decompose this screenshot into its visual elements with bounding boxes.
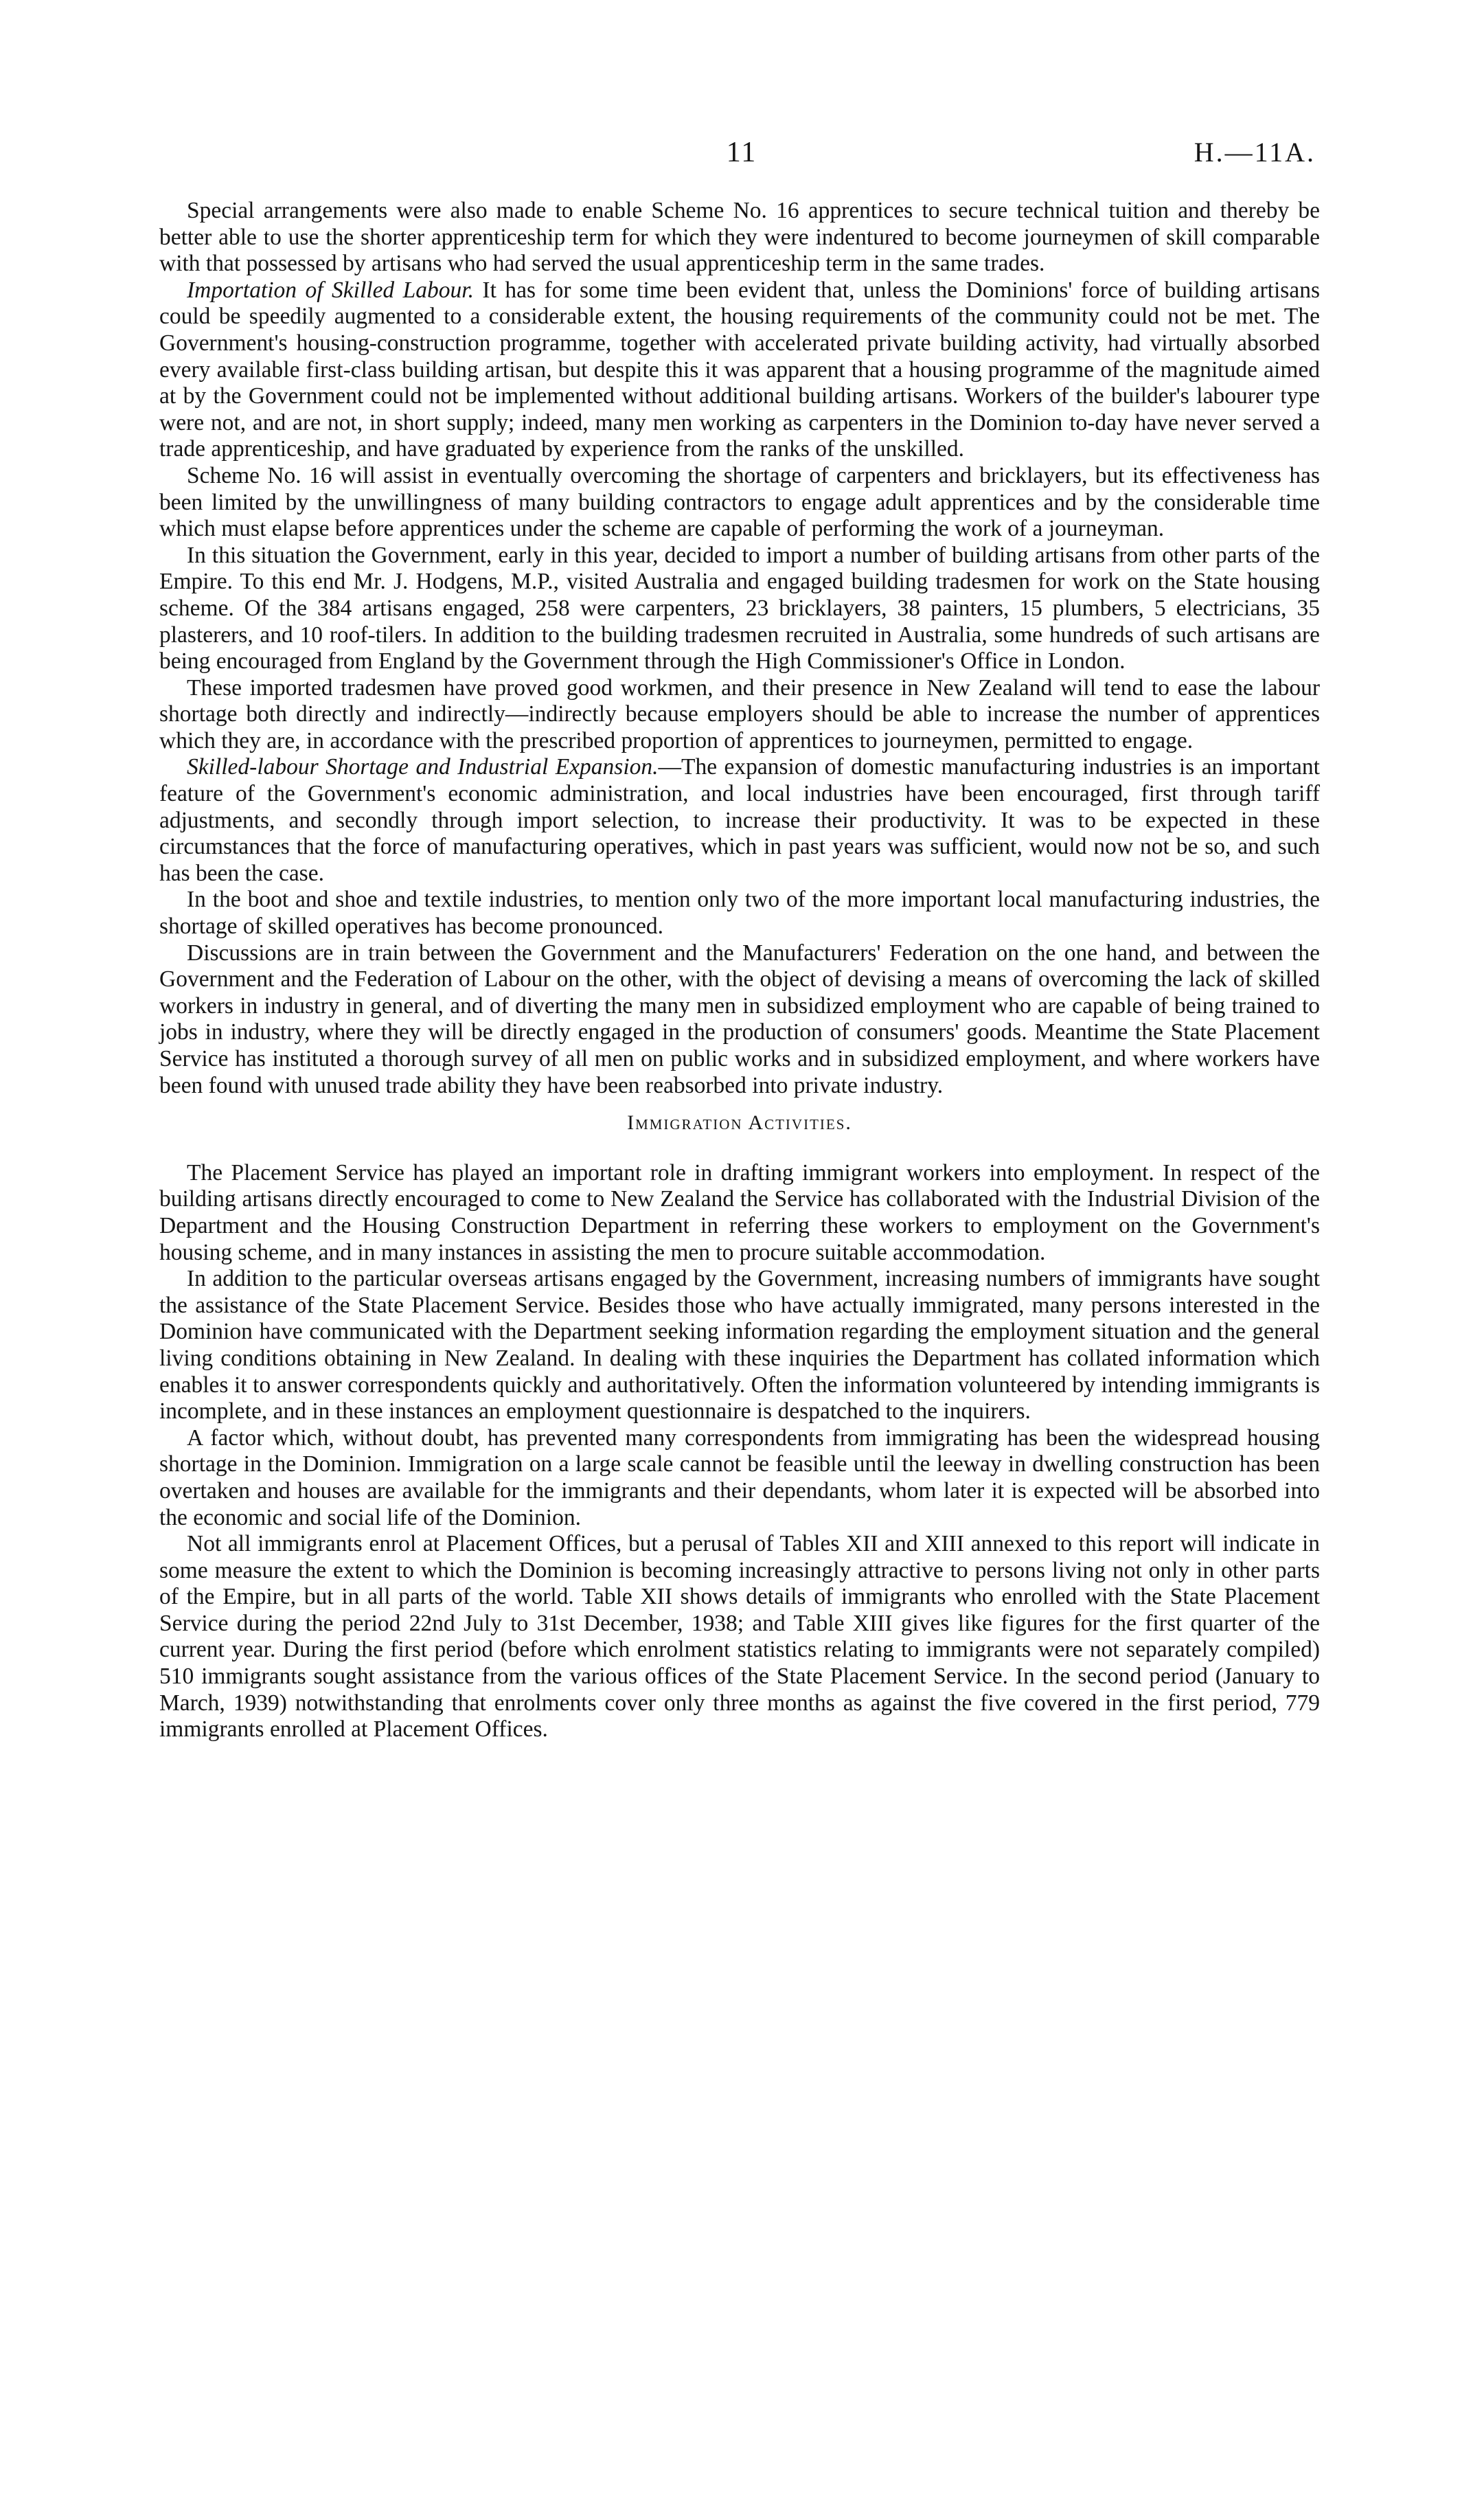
document-reference: H.—11A.	[1194, 137, 1316, 168]
paragraph-scheme-16: Scheme No. 16 will assist in eventually overcoming the shortage of carpenters and bricklayers, but its effectiveness has been limited by the unwillingness of many building contractors to engage adult apprentices and by the considerable time which must elapse before apprentices under the scheme are capable of performing the work of a journeyman.	[159, 462, 1320, 542]
paragraph-import-artisans: In this situation the Government, early in this year, decided to import a number of building artisans from other parts of the Empire. To this end Mr. J. Hodgens, M.P., visited Australia and engaged building tradesmen for work on the State housing scheme. Of the 384 artisans engaged, 258 were carpenters, 23 bricklayers, 38 painters, 15 plumbers, 5 electricians, 35 plasterers, and 10 roof-tilers. In addition to the building tradesmen recruited in Australia, some hundreds of such artisans are being encouraged from England by the Government through the High Commissioner's Office in London.	[159, 542, 1320, 674]
paragraph-apprentices-tuition: Special arrangements were also made to enable Scheme No. 16 apprentices to secure technical tuition and thereby be better able to use the shorter apprenticeship term for which they were indentured to become journeymen of skill comparable with that possessed by artisans who had served the usual apprenticeship term in the same trades.	[159, 198, 1320, 277]
paragraph-imported-tradesmen: These imported tradesmen have proved good workmen, and their presence in New Zealand will tend to ease the labour shortage both directly and indirectly—indirectly because employers should be able to increase the number of apprentices which they are, in accordance with the prescribed proportion of apprentices to journeymen, permitted to engage.	[159, 674, 1320, 753]
page-number: 11	[726, 137, 757, 168]
document-body	[159, 198, 1320, 1743]
section-heading-immigration: Immigration Activities.	[627, 1111, 852, 1135]
paragraph-placement-service-role: The Placement Service has played an important role in drafting immigrant workers into employment. In respect of the building artisans directly encouraged to come to New Zealand the Service has collaborated with the Industrial Division of the Department and the Housing Construction Department in referring these workers to employment on the Government's housing scheme, and in many instances in assisting the men to procure suitable accommodation.	[159, 1159, 1320, 1265]
paragraph-boot-shoe-textile: In the boot and shoe and textile industries, to mention only two of the more important local manufacturing industries, the shortage of skilled operatives has become pronounced.	[159, 887, 1320, 940]
paragraph-subheading: Skilled-labour Shortage and Industrial Expansion.	[187, 754, 659, 780]
paragraph-housing-shortage: A factor which, without doubt, has prevented many correspondents from immigrating has been the widespread housing shortage in the Dominion. Immigration on a large scale cannot be feasible until the leeway in dwelling construction has been overtaken and houses are available for the immigrants and their dependants, whom later it is expected will be absorbed into the economic and social life of the Dominion.	[159, 1425, 1320, 1530]
paragraph-subheading: Importation of Skilled Labour.	[187, 277, 474, 303]
paragraph-importation-skilled-labour: Importation of Skilled Labour. It has for some time been evident that, unless the Dominions' force of building artisans could be speedily augmented to a considerable extent, the housing requirements of the community could not be met. The Government's housing-construction programme, together with accelerated private building activity, had virtually absorbed every available first-class building artisan, but despite this it was apparent that a housing programme of the magnitude aimed at by the Government could not be implemented without additional building artisans. Workers of the builder's labourer type were not, and are not, in short supply; indeed, many men working as carpenters in the Dominion to-day have never served a trade apprenticeship, and have graduated by experience from the ranks of the unskilled.	[159, 277, 1320, 462]
paragraph-immigrant-assistance: In addition to the particular overseas artisans engaged by the Government, increasing numbers of immigrants have sought the assistance of the State Placement Service. Besides those who have actually immigrated, many persons interested in the Dominion have communicated with the Department seeking information regarding the employment situation and the general living conditions obtaining in New Zealand. In dealing with these inquiries the Department has collated information which enables it to answer correspondents quickly and authoritatively. Often the information volunteered by intending immigrants is incomplete, and in these instances an employment questionnaire is despatched to the inquirers.	[159, 1266, 1320, 1425]
paragraph-industrial-expansion: Skilled-labour Shortage and Industrial Expansion.—The expansion of domestic manufacturing industries is an important feature of the Government's economic administration, and local industries have been encouraged, first through tariff adjustments, and secondly through import selection, to increase their productivity. It was to be expected in these circumstances that the force of manufacturing operatives, which in past years was sufficient, would now not be so, and such has been the case.	[159, 754, 1320, 886]
paragraph-discussions: Discussions are in train between the Government and the Manufacturers' Federation on the one hand, and between the Government and the Federation of Labour on the other, with the object of devising a means of overcoming the lack of skilled workers in industry in general, and of diverting the many men in subsidized employment who are capable of being trained to jobs in industry, where they will be directly engaged in the production of consumers' goods. Meantime the State Placement Service has instituted a thorough survey of all men on public works and in subsidized employment, and where workers have been found with unused trade ability they have been reabsorbed into private industry.	[159, 940, 1320, 1098]
paragraph-enrolment-tables: Not all immigrants enrol at Placement Offices, but a perusal of Tables XII and XIII annexed to this report will indicate in some measure the extent to which the Dominion is becoming increasingly attractive to persons living not only in other parts of the Empire, but in all parts of the world. Table XII shows details of immigrants who enrolled with the State Placement Service during the period 22nd July to 31st December, 1938; and Table XIII gives like figures for the first quarter of the current year. During the first period (before which enrolment statistics relating to immigrants were not separately compiled) 510 immigrants sought assistance from the various offices of the State Placement Service. In the second period (January to March, 1939) notwithstanding that enrolments cover only three months as against the five covered in the first period, 779 immigrants enrolled at Placement Offices.	[159, 1531, 1320, 1743]
